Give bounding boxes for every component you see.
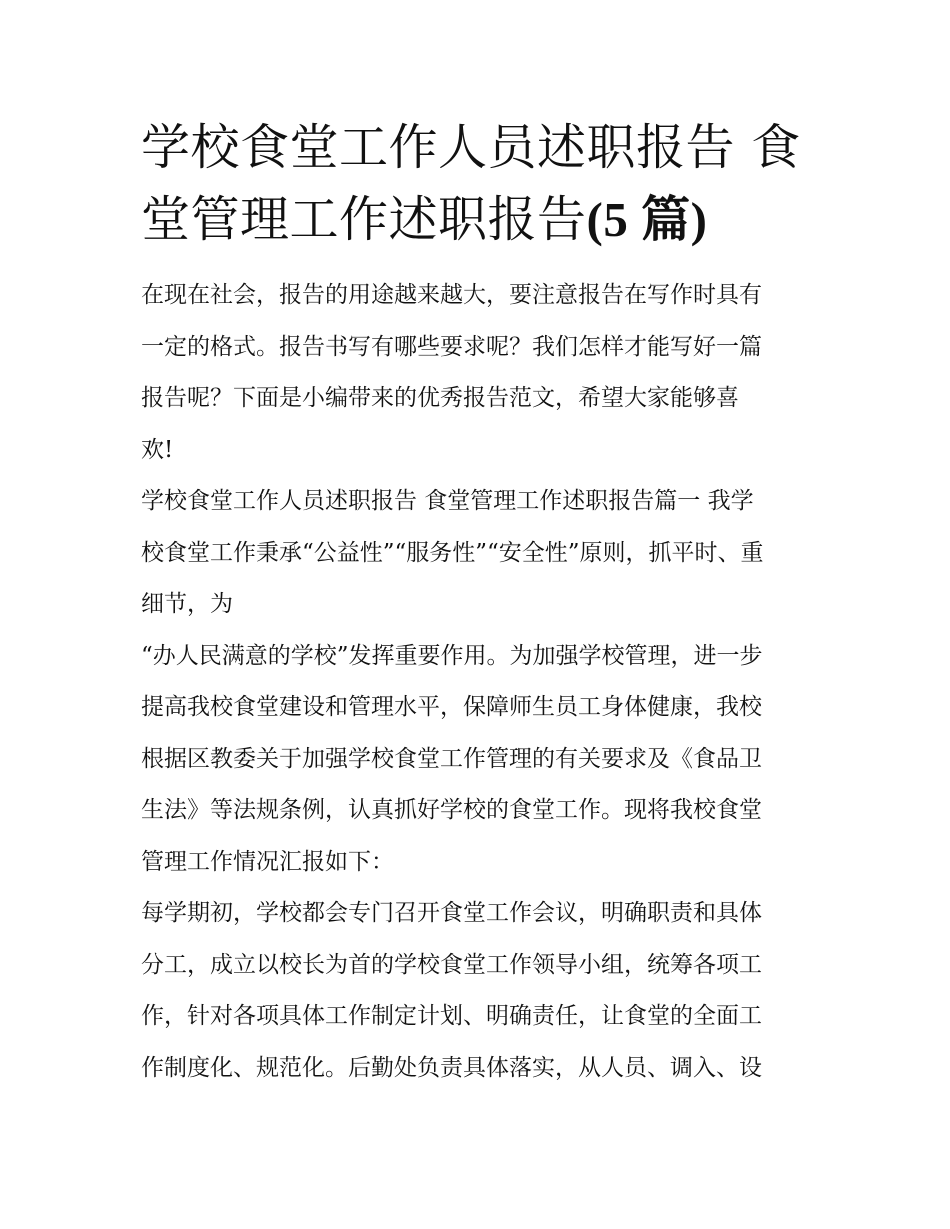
text-line: 生法》等法规条例，认真抓好学校的食堂工作。现将我校食堂	[141, 797, 762, 823]
text-line: “办人民满意的学校”发挥重要作用。为加强学校管理，进一步	[141, 642, 763, 669]
text-line: 根据区教委关于加强学校食堂工作管理的有关要求及《食品卫	[141, 745, 762, 772]
text-line: 欢!	[141, 436, 174, 463]
text-line: 提高我校食堂建设和管理水平，保障师生员工身体健康，我校	[141, 694, 762, 720]
intro-paragraph	[141, 270, 815, 476]
text-line: 在现在社会，报告的用途越来越大，要注意报告在写作时具有	[141, 282, 762, 308]
text-line: 管理工作情况汇报如下：	[141, 848, 394, 875]
text-line: 学校食堂工作人员述职报告 食堂管理工作述职报告篇一 我学	[141, 488, 754, 514]
text-line: 作制度化、规范化。后勤处负责具体落实，从人员、调入、设	[141, 1054, 762, 1081]
text-line: 作，针对各项具体工作制定计划、明确责任，让食堂的全面工	[141, 1003, 762, 1029]
document-content	[141, 112, 815, 1094]
title-line-2	[141, 184, 815, 256]
text-line: 报告呢？下面是小编带来的优秀报告范文，希望大家能够喜	[141, 385, 739, 411]
text-line: 校食堂工作秉承“公益性”“服务性”“安全性”原则，抓平时、重	[141, 539, 764, 566]
management-paragraph	[141, 631, 815, 889]
title-line-2-text: 堂管理工作述职报告	[141, 191, 587, 248]
title-count: (5 篇)	[586, 192, 708, 247]
text-line: 每学期初，学校都会专门召开食堂工作会议，明确职责和具体	[141, 900, 762, 926]
text-line: 一定的格式。报告书写有哪些要求呢？我们怎样才能写好一篇	[141, 333, 762, 360]
document-title	[141, 112, 815, 256]
meeting-paragraph	[141, 888, 815, 1094]
title-line-1: 学校食堂工作人员述职报告 食	[141, 119, 801, 176]
text-line: 分工，成立以校长为首的学校食堂工作领导小组，统筹各项工	[141, 951, 762, 978]
text-line: 细节，为	[141, 591, 233, 617]
section-one-paragraph	[141, 476, 815, 631]
